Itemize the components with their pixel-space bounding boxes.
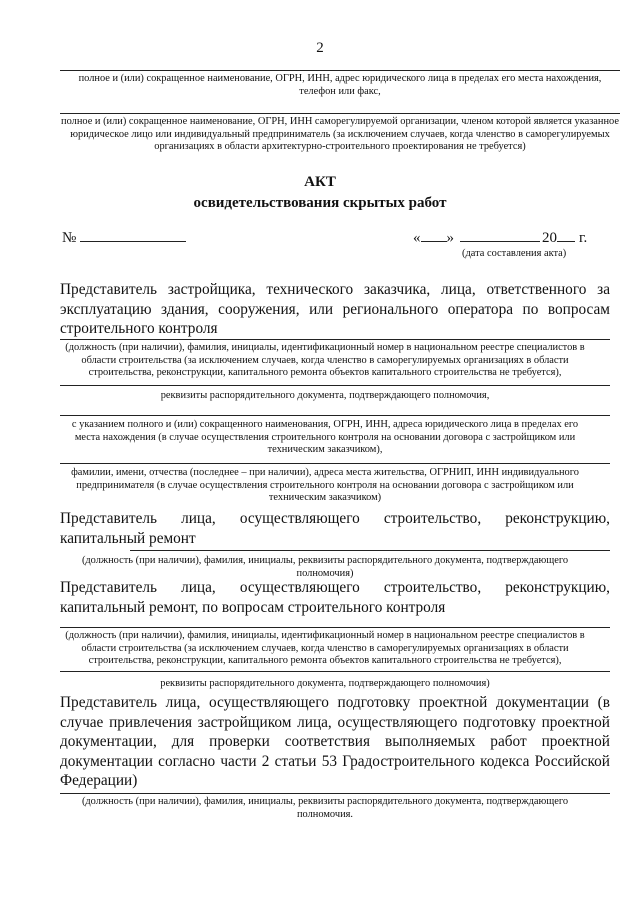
year-suffix: г. (579, 230, 588, 246)
s1-caption-4: фамилии, имени, отчества (последнее – при наличии), адреса места жительства, ОГРНИП, ИНН индивидуального предпринимателя (в случае осуществления строительного контроля на основании договора с застройщиком или техническим заказчиком) (71, 467, 579, 503)
s1-caption-1: (должность (при наличии), фамилия, инициалы, идентификационный номер в национальном реестре специалистов в области строительства (за исключением случаев, когда членство в саморегулируемых организациях в области строительства, реконструкции, капитального ремонта объектов капитального строительства не требуется), (65, 342, 585, 378)
s3-caption-2: реквизиты распорядительного документа, подтверждающего полномочия) (160, 678, 490, 689)
header-line-2 (60, 113, 620, 114)
day-blank[interactable] (421, 229, 447, 242)
date-caption: (дата составления акта) (462, 248, 567, 259)
header-caption-2: полное и (или) сокращенное наименование, ОГРН, ИНН саморегулируемой организации, членом которой является указанное юридическое лицо или индивидуальный предприниматель (за исключением случаев, когда членство в саморегулируемых организациях в области архитектурно-строительного проектирования не требуется) (61, 116, 619, 152)
s1-line-4 (60, 463, 610, 464)
s2-line (130, 550, 610, 551)
header-caption-1: полное и (или) сокращенное наименование, ОГРН, ИНН, адрес юридического лица в пределах его места нахождения, телефон или факс, (78, 73, 602, 97)
s1-line-1 (60, 339, 610, 340)
s1-caption-2: реквизиты распорядительного документа, подтверждающего полномочия, (160, 390, 490, 401)
number-sign: № (62, 230, 77, 246)
quote-open: « (413, 230, 421, 246)
act-date-field[interactable] (413, 229, 587, 247)
designer-representative-paragraph: Представитель лица, осуществляющего подготовку проектной документации (в случае привлечения застройщиком лица, осуществляющего подготовку проектной документации, для проверки соответствия выполняемых работ проектной документации согласно части 2 статьи 53 Градостроительного кодекса Российской Федерации) (60, 694, 610, 790)
year-prefix: 20 (542, 230, 557, 246)
act-title: АКТ (304, 174, 336, 190)
act-number-blank[interactable] (80, 229, 186, 242)
month-blank[interactable] (460, 229, 540, 242)
year-blank[interactable] (557, 229, 575, 242)
s4-caption: (должность (при наличии), фамилия, инициалы, реквизиты распорядительного документа, подтверждающего полномочия. (81, 796, 569, 820)
quote-close: » (446, 230, 454, 246)
s1-line-2 (60, 385, 610, 386)
s2-caption: (должность (при наличии), фамилия, инициалы, реквизиты распорядительного документа, подтверждающего полномочия) (81, 555, 569, 579)
header-line-1 (60, 70, 620, 71)
act-number-field[interactable] (62, 229, 186, 247)
builder-control-representative-paragraph: Представитель лица, осуществляющего строительство, реконструкцию, капитальный ремонт, по вопросам строительного контроля (60, 579, 610, 616)
s3-line-1 (60, 627, 610, 628)
act-subtitle: освидетельствования скрытых работ (193, 195, 447, 211)
page-number: 2 (316, 40, 324, 56)
s3-line-2 (60, 671, 610, 672)
s4-line (60, 793, 610, 794)
s3-caption-1: (должность (при наличии), фамилия, инициалы, идентификационный номер в национальном реестре специалистов в области строительства (за исключением случаев, когда членство в саморегулируемых организациях в области строительства, реконструкции, капитального ремонта объектов капитального строительства не требуется), (65, 630, 585, 666)
developer-representative-paragraph: Представитель застройщика, технического заказчика, лица, ответственного за эксплуатацию здания, сооружения, или регионального оператора по вопросам строительного контроля (60, 281, 610, 338)
s1-line-3 (60, 415, 610, 416)
builder-representative-paragraph: Представитель лица, осуществляющего строительство, реконструкцию, капитальный ремонт (60, 510, 610, 547)
s1-caption-3: с указанием полного и (или) сокращенного наименования, ОГРН, ИНН, адреса юридического лица в пределах его места нахождения (в случае осуществления строительного контроля на основании договора с застройщиком или техническим заказчиком), (71, 419, 579, 455)
